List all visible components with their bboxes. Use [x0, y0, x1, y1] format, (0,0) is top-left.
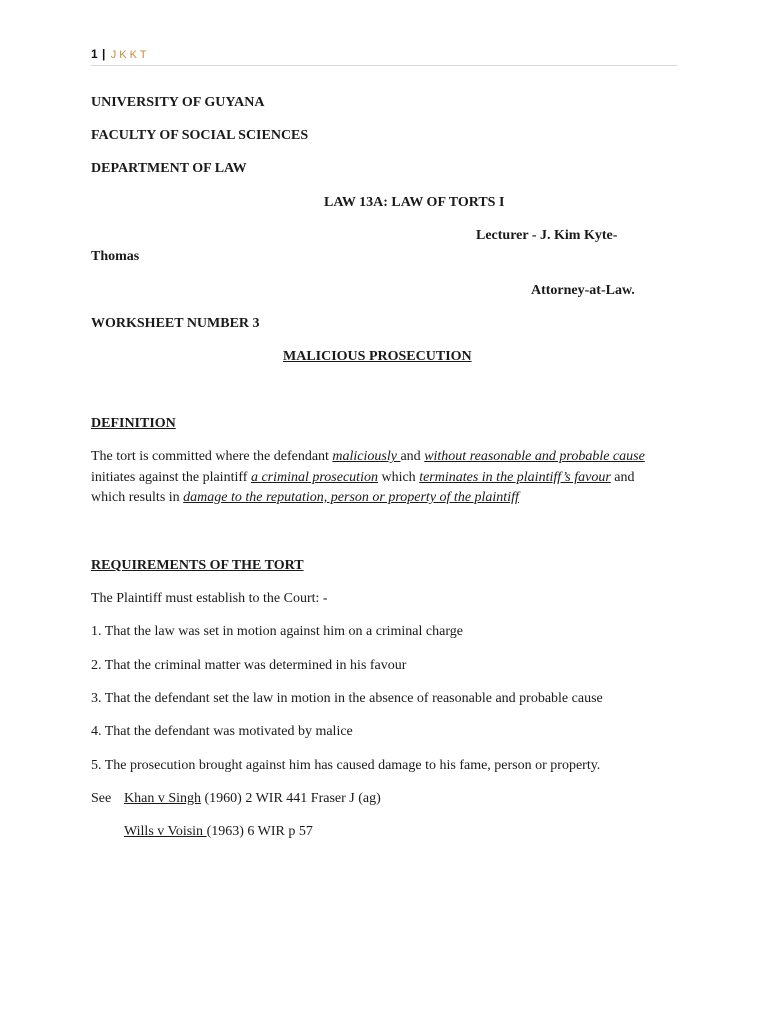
- definition-text-1: The tort is committed where the defendant: [91, 449, 333, 464]
- case-name-khan-v-singh: Khan v Singh: [124, 791, 201, 806]
- definition-paragraph: [91, 447, 661, 509]
- definition-text-2: and: [400, 449, 425, 464]
- case-cite-khan-v-singh: (1960) 2 WIR 441 Fraser J (ag): [201, 791, 381, 806]
- page-number: 1: [91, 47, 98, 61]
- university-name: UNIVERSITY OF GUYANA: [91, 95, 265, 110]
- requirement-item: 1. That the law was set in motion against him on a criminal charge: [91, 624, 463, 639]
- definition-text-3: initiates against the plaintiff: [91, 469, 251, 485]
- see-label: See: [91, 791, 112, 806]
- case-citation-1: [124, 790, 381, 807]
- definition-emphasis-without-cause: without reasonable and probable cause: [424, 449, 645, 464]
- case-citation-2: [124, 823, 313, 840]
- requirements-heading: REQUIREMENTS OF THE TORT: [91, 558, 304, 573]
- requirement-item: 4. That the defendant was motivated by malice: [91, 724, 353, 739]
- course-title: LAW 13A: LAW OF TORTS I: [324, 195, 505, 210]
- lecturer-line-1: Lecturer - J. Kim Kyte-: [476, 228, 618, 243]
- definition-text-4: which: [377, 469, 420, 485]
- definition-emphasis-criminal-prosecution: a criminal prosecution: [250, 469, 378, 485]
- definition-emphasis-terminates: terminates in the plaintiff’s favour: [419, 469, 611, 485]
- lecturer-line-2: Thomas: [91, 249, 140, 264]
- author-initials: JKKT: [110, 49, 150, 61]
- definition-emphasis-damage: damage to the reputation, person or property of the plaintiff: [183, 490, 519, 505]
- faculty-name: FACULTY OF SOCIAL SCIENCES: [91, 128, 309, 143]
- requirement-item: 3. That the defendant set the law in motion in the absence of reasonable and probable cause: [91, 691, 603, 706]
- page-header: [91, 47, 677, 66]
- requirement-item: 2. That the criminal matter was determined in his favour: [91, 658, 407, 673]
- header-separator: |: [102, 47, 106, 61]
- department-name: DEPARTMENT OF LAW: [91, 161, 247, 176]
- worksheet-number: WORKSHEET NUMBER 3: [91, 316, 260, 331]
- definition-text-5: and which results in: [91, 469, 635, 505]
- definition-heading: DEFINITION: [91, 416, 176, 431]
- attorney-title: Attorney-at-Law.: [531, 283, 635, 298]
- requirement-item: 5. The prosecution brought against him has caused damage to his fame, person or property.: [91, 758, 601, 773]
- topic-title: MALICIOUS PROSECUTION: [283, 349, 472, 364]
- definition-emphasis-maliciously: maliciously: [332, 449, 401, 464]
- requirements-intro: The Plaintiff must establish to the Court: -: [91, 591, 328, 606]
- case-name-wills-v-voisin: Wills v Voisin: [124, 824, 207, 839]
- case-cite-wills-v-voisin: (1963) 6 WIR p 57: [206, 824, 313, 839]
